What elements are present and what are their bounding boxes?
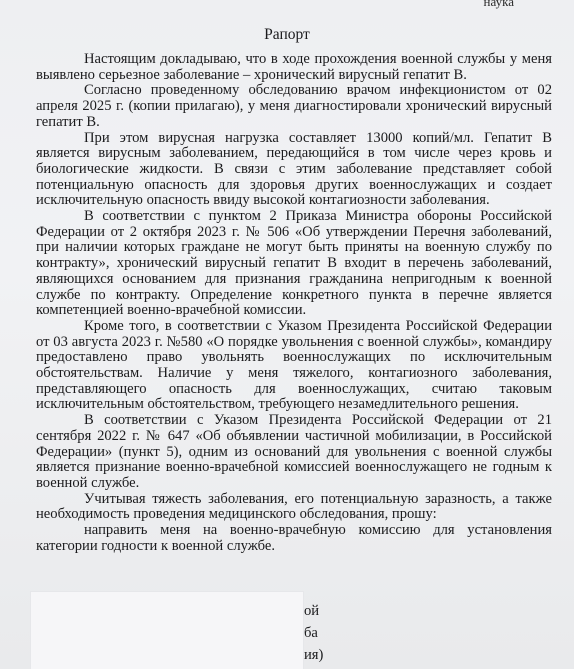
paragraph-diagnosis: Согласно проведенному обследованию врачом инфекционистом от 02 апреля 2025 г. (копии прилагаю), у меня диагностировали хронический вирусный гепатит В.	[36, 82, 552, 130]
report-body	[36, 52, 552, 555]
redacted-signature-area	[30, 591, 304, 669]
paragraph-intro: Настоящим докладываю, что в ходе прохождения военной службы у меня выявлено серьезное заболевание – хронический вирусный гепатит В.	[36, 51, 552, 83]
signature-fragment: ба	[304, 625, 318, 641]
signature-fragment: ой	[304, 603, 320, 619]
document-title: Рапорт	[264, 26, 310, 43]
signature-fragment: ия)	[304, 647, 324, 663]
paragraph-request-item: направить меня на военно-врачебную комиссию для установления категории годности к военной службе.	[36, 522, 552, 554]
signature-text-fragments	[304, 600, 323, 666]
paragraph-viral-load: При этом вирусная нагрузка составляет 13000 копий/мл. Гепатит В является вирусным заболеванием, передающийся в том числе через кровь и биологические жидкости. В связи с этим заболевание представляет собой потенциальную опасность для здоровья других военнослужащих и создает исключительную опасность ввиду высокой контагиозности заболевания.	[36, 129, 552, 209]
paragraph-decree-580: Кроме того, в соответствии с Указом Президента Российской Федерации от 03 августа 2023 г. №580 «О порядке увольнения с военной службы», командиру предоставлено право увольнять военнослужащих по исключительным обстоятельствам. Наличие у меня тяжелого, контагиозного заболевания, представляющего опасность для военнослужащих, считаю таковым исключительным обстоятельством, требующего незамедлительного решения.	[36, 317, 552, 413]
cut-off-header-text: наука	[483, 0, 514, 9]
paragraph-order-506: В соответствии с пунктом 2 Приказа Министра обороны Российской Федерации от 2 октября 2023 г. № 506 «Об утверждении Перечня заболеваний, при наличии которых граждане не могут быть приняты на военную службу по контракту», хронический вирусный гепатит В входит в перечень заболеваний, являющихся основанием для признания гражданина непригодным к военной службе по контракту. Определение конкретного пункта в перечне является компетенцией военно-врачебной комиссии.	[36, 208, 552, 319]
paragraph-request: Учитывая тяжесть заболевания, его потенциальную заразность, а также необходимость проведения медицинского обследования, прошу:	[36, 490, 552, 523]
paragraph-decree-647: В соответствии с Указом Президента Российской Федерации от 21 сентября 2022 г. № 647 «Об объявлении частичной мобилизации, в Российской Федерации» (пункт 5), одним из оснований для увольнения с военной службы является признание военно-врачебной комиссией военнослужащего не годным к военной службе.	[36, 412, 552, 491]
